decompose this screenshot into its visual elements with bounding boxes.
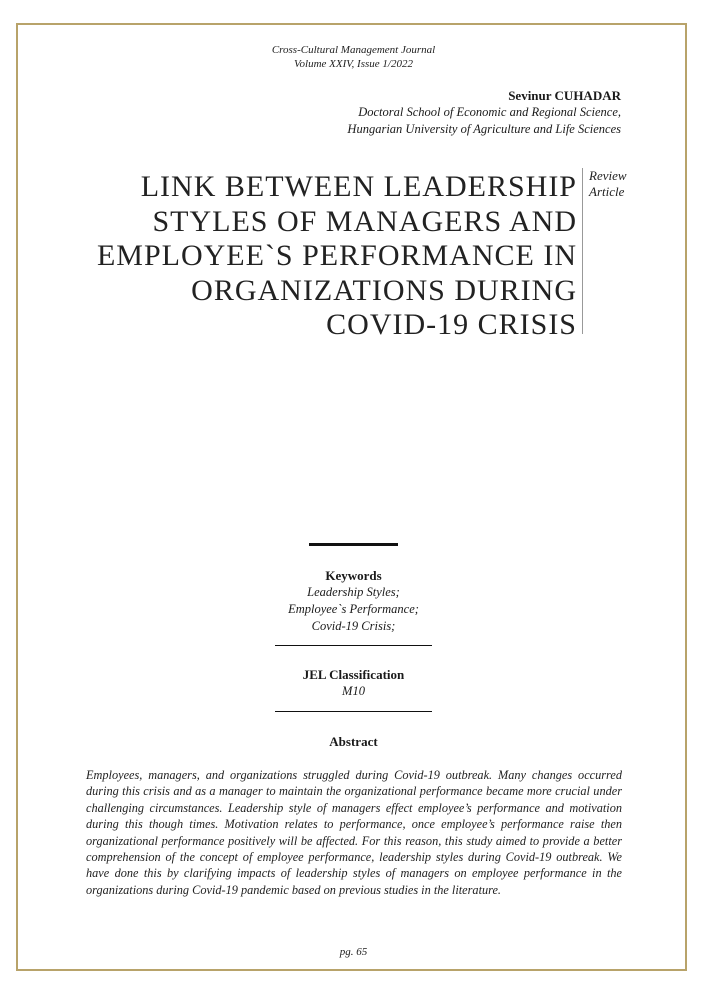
title-line: ORGANIZATIONS DURING xyxy=(191,273,577,307)
jel-bottom-rule xyxy=(275,711,432,712)
page-number: pg. 65 xyxy=(339,946,368,958)
journal-name: Cross-Cultural Management Journal xyxy=(271,44,436,56)
keywords-heading: Keywords xyxy=(325,568,382,583)
jel-code: M10 xyxy=(342,684,365,698)
article-title xyxy=(57,170,577,343)
jel-heading: JEL Classification xyxy=(302,667,405,682)
title-line: EMPLOYEE`S PERFORMANCE IN xyxy=(96,239,577,272)
keywords-bottom-rule xyxy=(275,645,432,646)
keyword-item: Employee`s Performance; xyxy=(288,602,419,616)
volume-issue: Volume XXIV, Issue 1/2022 xyxy=(294,58,413,70)
keyword-item: Leadership Styles; xyxy=(307,585,400,599)
title-divider xyxy=(582,168,583,334)
keywords-top-rule xyxy=(309,543,398,546)
abstract-heading-wrap xyxy=(0,733,707,750)
keywords-section xyxy=(0,567,707,635)
author-name: Sevinur CUHADAR xyxy=(508,88,621,103)
abstract-text: Employees, managers, and organizations struggled during Covid-19 outbreak. Many changes occurred during this crisis and as a manager to maintain the organizational performance became more crucial under challenging circumstances. Leadership style of managers effect employee’s performance and motivation during this though times. Motivation relates to performance, once employee’s performance raise then organizational performance positively will be affected. For this reason, this study aimed to provide a better comprehension of the concept of employee performance, leadership styles during Covid-19 outbreak. We have done this by clarifying impacts of leadership styles of managers on employee performance in the organizations during Covid-19 pandemic based on previous studies in the literature. xyxy=(86,768,622,897)
author-affiliation-line1: Doctoral School of Economic and Regional Science, xyxy=(358,105,621,119)
abstract-heading: Abstract xyxy=(329,734,378,749)
author-block xyxy=(347,87,621,138)
jel-section xyxy=(0,666,707,700)
author-affiliation-line2: Hungarian University of Agriculture and Life Sciences xyxy=(347,122,621,136)
article-type-line1: Review xyxy=(589,168,627,183)
title-line: STYLES OF MANAGERS AND xyxy=(152,204,577,238)
article-type xyxy=(589,168,627,200)
title-line: LINK BETWEEN LEADERSHIP xyxy=(140,170,577,203)
article-type-line2: Article xyxy=(589,184,625,199)
keyword-item: Covid-19 Crisis; xyxy=(311,619,396,633)
title-line: COVID-19 CRISIS xyxy=(326,308,577,341)
